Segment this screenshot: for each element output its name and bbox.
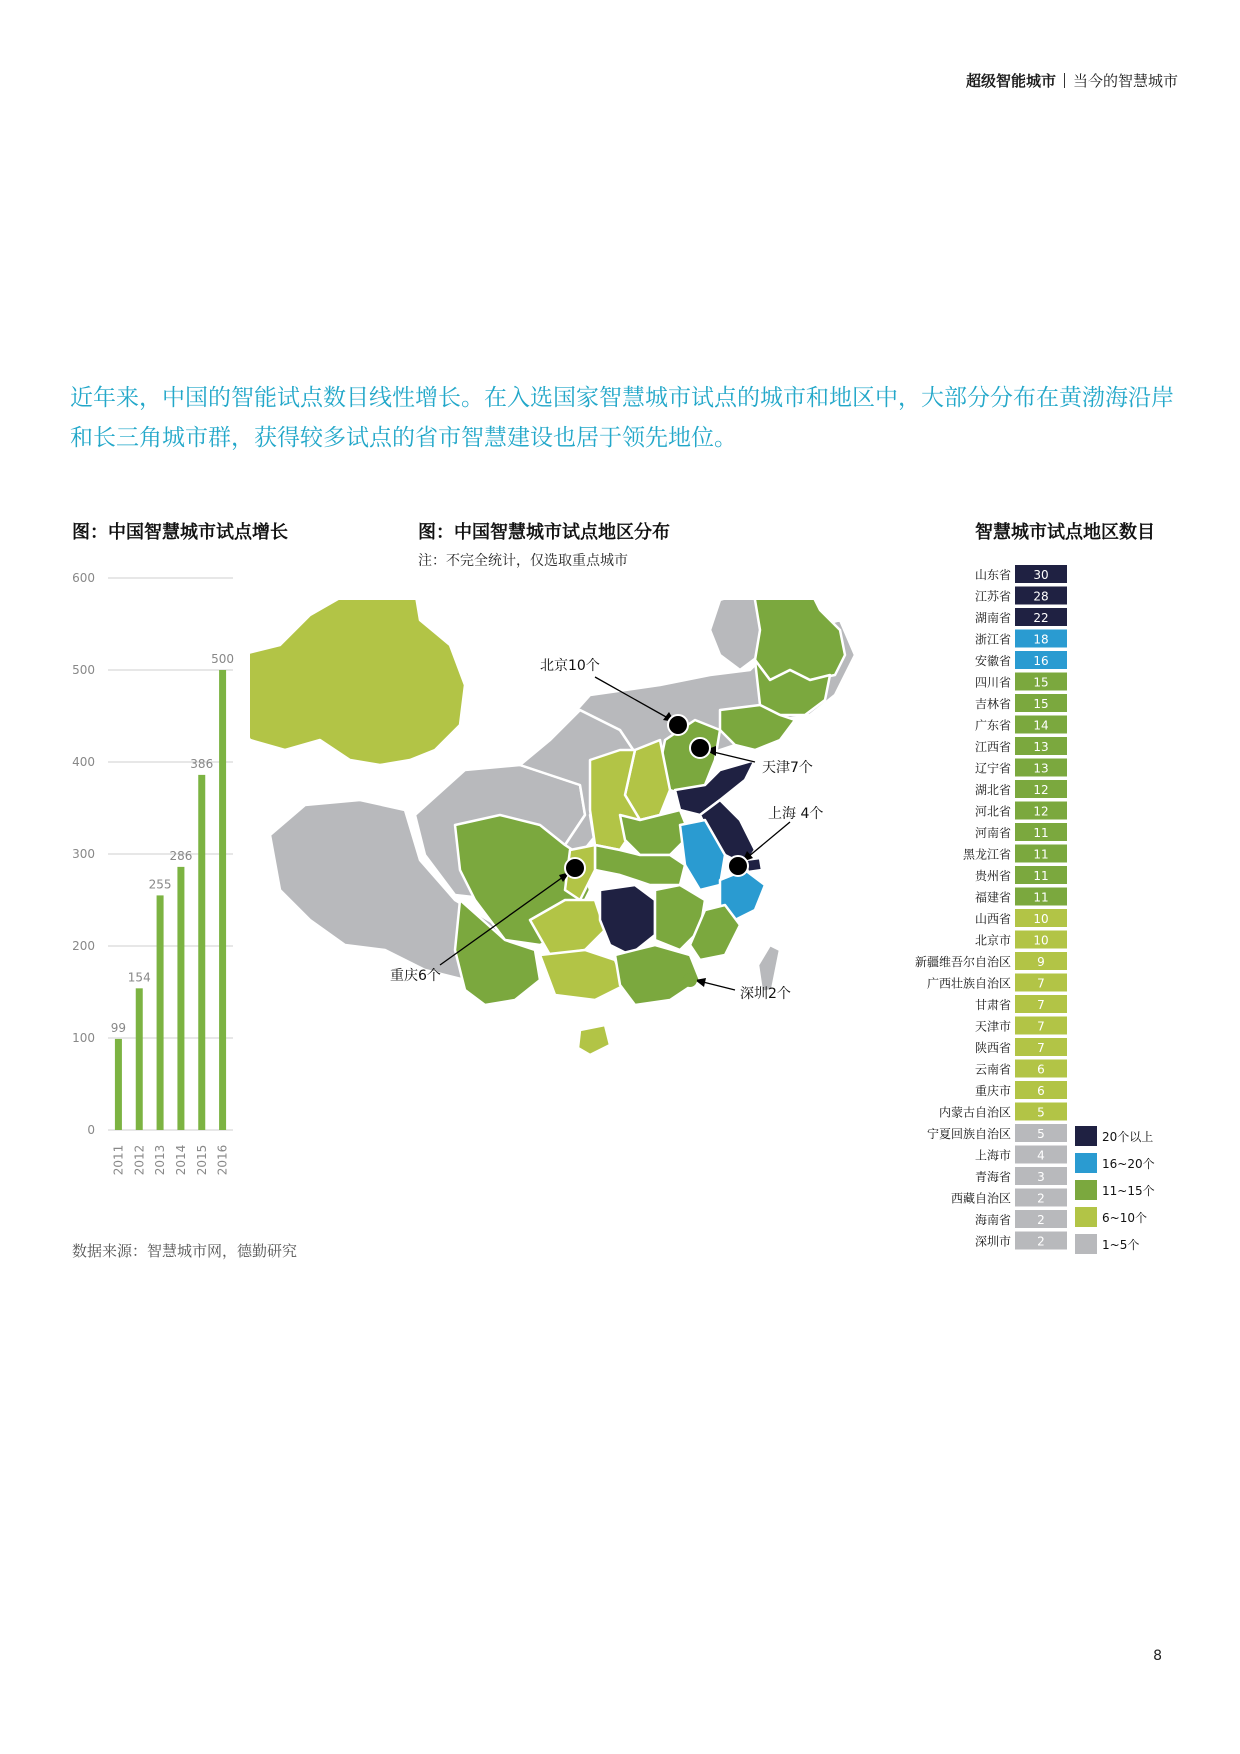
y-tick-label: 600 (72, 571, 95, 585)
growth-chart-title: 图：中国智慧城市试点增长 (72, 522, 288, 543)
ranking-value: 7 (1037, 1041, 1045, 1055)
ranking-value: 12 (1033, 804, 1049, 819)
legend-label: 6~10个 (1102, 1211, 1147, 1225)
region-henan (620, 810, 690, 855)
ranking-value: 16 (1033, 654, 1049, 668)
bar (115, 1039, 122, 1130)
map-note: 注：不完全统计，仅选取重点城市 (418, 553, 628, 569)
ranking-name: 江苏省 (974, 589, 1011, 604)
legend-label: 16~20个 (1102, 1157, 1155, 1171)
ranking-name: 福建省 (974, 890, 1011, 905)
ranking-value: 14 (1033, 718, 1049, 733)
x-tick-label: 2015 (194, 1144, 209, 1176)
ranking-name: 河南省 (974, 826, 1011, 840)
y-tick-label: 300 (72, 847, 95, 861)
y-tick-label: 500 (72, 663, 95, 677)
ranking-title: 智慧城市试点地区数目 (975, 522, 1155, 543)
x-tick-label: 2012 (132, 1144, 147, 1176)
china-map (250, 600, 950, 1200)
ranking-name: 陕西省 (974, 1041, 1011, 1055)
ranking-name: 安徽省 (974, 654, 1011, 668)
ranking-value: 15 (1033, 697, 1049, 711)
ranking-name: 青海省 (974, 1170, 1011, 1184)
legend-swatch (1075, 1180, 1097, 1200)
ranking-value: 4 (1037, 1148, 1045, 1163)
beijing-marker (668, 715, 688, 735)
ranking-value: 11 (1033, 890, 1049, 905)
ranking-chart (900, 555, 1200, 1265)
ranking-value: 7 (1037, 976, 1045, 991)
ranking-name: 黑龙江省 (962, 847, 1011, 862)
ranking-value: 5 (1037, 1105, 1045, 1120)
ranking-value: 6 (1037, 1062, 1045, 1077)
ranking-name: 浙江省 (974, 632, 1011, 647)
ranking-value: 3 (1037, 1170, 1045, 1184)
ranking-value: 10 (1033, 933, 1049, 948)
ranking-value: 15 (1033, 675, 1049, 690)
x-tick-label: 2016 (215, 1144, 230, 1176)
header-title: 超级智能城市 (965, 72, 1056, 90)
ranking-name: 河北省 (974, 804, 1011, 819)
tianjin-marker (690, 738, 710, 758)
legend-label: 20个以上 (1102, 1130, 1154, 1144)
ranking-name: 湖南省 (974, 611, 1011, 625)
ranking-name: 吉林省 (974, 697, 1011, 711)
ranking-name: 重庆市 (974, 1084, 1011, 1098)
y-tick-label: 200 (72, 939, 95, 953)
bar-value-label: 286 (169, 848, 193, 863)
ranking-value: 7 (1037, 998, 1045, 1012)
legend-label: 1~5个 (1102, 1238, 1140, 1252)
ranking-value: 13 (1033, 740, 1049, 754)
ranking-value: 9 (1037, 955, 1045, 969)
y-tick-label: 0 (87, 1123, 95, 1137)
ranking-name: 广西壮族自治区 (926, 976, 1011, 991)
ranking-name: 天津市 (974, 1019, 1011, 1034)
intro-paragraph: 近年来，中国的智能试点数目线性增长。在入选国家智慧城市试点的城市和地区中，大部分分布在黄渤海沿岸和长三角城市群，获得较多试点的省市智慧建设也居于领先地位。 (70, 385, 1174, 451)
ranking-value: 30 (1033, 568, 1049, 582)
callout-chongqing: 重庆6个 (390, 968, 441, 984)
data-source: 数据来源：智慧城市网，德勤研究 (72, 1242, 298, 1260)
bar (157, 895, 164, 1130)
region-hunan (600, 885, 655, 955)
legend-label: 11~15个 (1102, 1184, 1155, 1198)
callout-shanghai: 上海 4个 (768, 806, 824, 822)
ranking-value: 5 (1037, 1127, 1045, 1141)
bar-value-label: 99 (110, 1020, 127, 1035)
legend-swatch (1075, 1207, 1097, 1227)
ranking-value: 7 (1037, 1019, 1045, 1034)
ranking-name: 四川省 (974, 675, 1011, 690)
region-hainan (578, 1025, 610, 1055)
ranking-value: 22 (1033, 611, 1049, 625)
x-tick-label: 2011 (111, 1144, 126, 1176)
ranking-value: 28 (1033, 589, 1049, 604)
header-divider (1064, 73, 1065, 88)
ranking-value: 6 (1037, 1084, 1045, 1098)
ranking-name: 宁夏回族自治区 (926, 1127, 1011, 1141)
bar (198, 775, 205, 1130)
ranking-name: 深圳市 (974, 1234, 1011, 1249)
header-subtitle: 当今的智慧城市 (1072, 72, 1178, 90)
bar (219, 670, 226, 1130)
ranking-name: 新疆维吾尔自治区 (914, 955, 1011, 969)
bar-value-label: 500 (211, 652, 235, 666)
bar (136, 988, 143, 1130)
ranking-name: 广东省 (974, 718, 1011, 733)
region-xinjiang (250, 600, 465, 765)
ranking-name: 甘肃省 (974, 998, 1011, 1012)
callout-shenzhen: 深圳2个 (740, 986, 791, 1002)
page-number: 8 (1153, 1648, 1162, 1664)
ranking-name: 山西省 (974, 912, 1011, 926)
ranking-name: 北京市 (974, 933, 1011, 948)
ranking-name: 湖北省 (974, 783, 1011, 797)
callout-beijing: 北京10个 (540, 658, 600, 674)
region-guangxi (540, 950, 625, 1000)
ranking-value: 11 (1033, 826, 1049, 840)
ranking-value: 2 (1037, 1191, 1045, 1206)
ranking-name: 辽宁省 (974, 761, 1011, 776)
ranking-value: 2 (1037, 1213, 1045, 1227)
region-heilongjiang (750, 600, 845, 680)
bar-value-label: 154 (127, 970, 151, 985)
ranking-value: 13 (1033, 761, 1049, 776)
y-tick-label: 100 (72, 1031, 95, 1045)
x-tick-label: 2013 (153, 1144, 168, 1176)
ranking-name: 上海市 (974, 1148, 1011, 1163)
region-taiwan (758, 945, 780, 992)
bar (177, 867, 184, 1130)
bar-value-label: 255 (148, 877, 172, 892)
ranking-value: 11 (1033, 869, 1049, 883)
ranking-value: 11 (1033, 847, 1049, 862)
bar-value-label: 386 (190, 756, 214, 771)
callout-tianjin: 天津7个 (762, 760, 813, 776)
x-tick-label: 2014 (173, 1144, 188, 1176)
ranking-name: 内蒙古自治区 (938, 1105, 1011, 1120)
ranking-name: 西藏自治区 (950, 1191, 1011, 1206)
ranking-name: 贵州省 (974, 869, 1011, 883)
running-header (966, 70, 1178, 91)
ranking-name: 云南省 (974, 1062, 1011, 1077)
y-tick-label: 400 (72, 755, 95, 769)
ranking-name: 山东省 (974, 568, 1011, 582)
chongqing-marker (565, 858, 585, 878)
ranking-value: 10 (1033, 912, 1049, 926)
growth-bar-chart (60, 560, 250, 1180)
ranking-value: 18 (1033, 632, 1049, 647)
legend-swatch (1075, 1153, 1097, 1173)
ranking-name: 海南省 (974, 1213, 1011, 1227)
legend-swatch (1075, 1126, 1097, 1146)
legend-swatch (1075, 1234, 1097, 1254)
shenzhen-marker (683, 973, 697, 987)
ranking-value: 2 (1037, 1234, 1045, 1249)
ranking-value: 12 (1033, 783, 1049, 797)
map-title: 图：中国智慧城市试点地区分布 (418, 522, 670, 543)
ranking-name: 江西省 (974, 740, 1011, 754)
shanghai-marker (728, 856, 748, 876)
